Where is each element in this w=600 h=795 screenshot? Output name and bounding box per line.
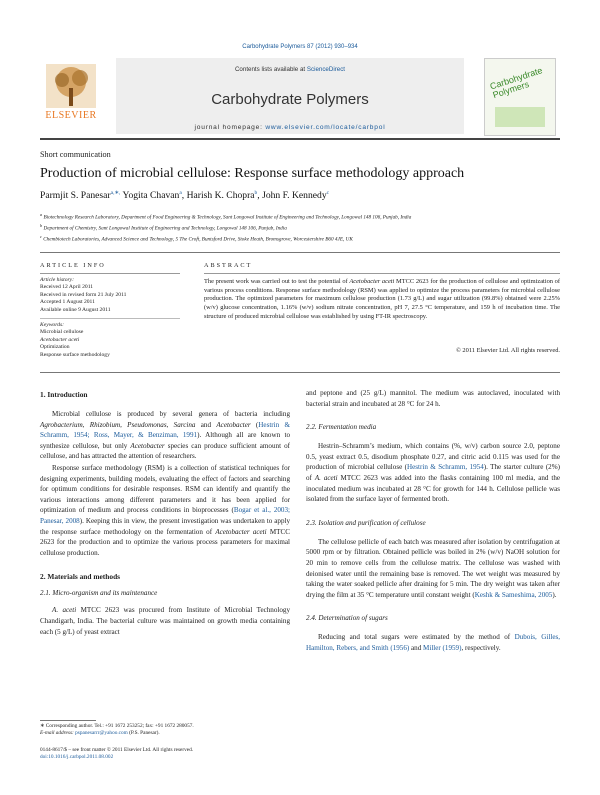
citation-link[interactable]: Dubois, Gilles, Hamilton, Rebers, and Smith (1956) — [306, 633, 560, 652]
methods-continued: and peptone and (25 g/L) mannitol. The medium was autoclaved, inoculated with bacterial strain and incubated at 28 °C for 24 h. — [306, 389, 560, 408]
left-column — [40, 390, 290, 637]
right-column — [306, 388, 560, 654]
citation-link[interactable]: Hestrin & Schramm, 1954; Ross, Mayer, & Benziman, 1991 — [40, 420, 291, 440]
email-label: E-mail address: — [40, 730, 76, 737]
organism-name: A. aceti — [314, 473, 338, 482]
keyword-item: Optimization — [40, 344, 70, 351]
homepage-line — [116, 124, 464, 131]
subsection-2-4-heading: 2.4. Determination of sugars — [306, 614, 388, 623]
text-span: ). Although all are known to synthesize cellulose, but only — [40, 431, 290, 450]
affiliation-mark: c — [40, 234, 42, 240]
footnote-rule — [40, 720, 96, 721]
affiliation-mark: a — [40, 212, 43, 217]
cover-image — [495, 107, 545, 127]
genus-name: Acetobacter — [216, 420, 251, 429]
doi-line[interactable]: doi:10.1016/j.carbpol.2011.08.002 — [40, 754, 114, 761]
genera-names: Agrobacterium, Rhizobium, Pseudomonas, Sarcina — [40, 420, 196, 429]
journal-title: Carbohydrate Polymers — [211, 91, 369, 108]
intro-paragraph-1 — [40, 409, 290, 462]
text-span: Reducing and total sugars were estimated by the method of — [318, 633, 515, 642]
abstract-bottom-rule — [40, 372, 560, 373]
elsevier-tree-icon — [40, 60, 102, 110]
author-2[interactable]: Yogita Chavan — [122, 190, 180, 202]
homepage-url[interactable]: www.elsevier.com/locate/carbpol — [265, 124, 386, 131]
history-label: Article history: — [40, 277, 75, 283]
email-note — [40, 730, 295, 737]
contents-prefix: Contents lists available at — [234, 66, 307, 73]
article-title: Production of microbial cellulose: Response surface methodology approach — [40, 166, 465, 181]
methods-paragraph-1 — [40, 605, 290, 637]
affiliation-item — [40, 211, 560, 222]
text-span: ( — [250, 420, 259, 429]
keyword-item: Microbial cellulose — [40, 329, 84, 336]
history-accepted: Accepted 1 August 2011 — [40, 299, 95, 306]
cover-title: Carbohydrate Polymers — [488, 65, 544, 101]
text-span: MTCC 2623 for the production and to optimize the various process parameters for maximal cellulose production. — [40, 527, 290, 557]
subsection-2-1-heading: 2.1. Micro-organism and its maintenance — [40, 589, 158, 598]
contents-line — [116, 66, 464, 73]
author-4[interactable]: John F. Kennedy — [262, 190, 327, 202]
section-2-heading: 2. Materials and methods — [40, 572, 121, 582]
organism-name: Acetobacter aceti — [215, 527, 267, 536]
author-3-marks[interactable]: b — [254, 190, 258, 196]
text-span: The cellulose pellicle of each batch was measured after isolation by centrifugation at 5000 rpm or by filtration. Obtained pellicle was boiled in 2% (w/v) NaOH solution for 20 min to remove cells from the cellulose matrix. The cellulose was washed with deionised water until the remaining base is removed. The wet weight was measured by taking the water soaked pellicle after draining for 5 min. The dry weight was taken after drying the film at 35 °C temperature until constant weight ( — [306, 537, 560, 599]
abstract-rule — [204, 273, 560, 274]
email-link[interactable]: pspanesarrr@yahoo.com — [75, 730, 128, 737]
citation-link[interactable]: Hestrin & Schramm, 1954 — [407, 463, 484, 472]
elsevier-wordmark: ELSEVIER — [45, 110, 97, 121]
abstract-part: The present work was carried out to test the potential of — [204, 278, 350, 285]
keywords — [40, 322, 185, 359]
journal-cover — [484, 58, 556, 136]
text-span: MTCC 2623 was procured from Institute of Microbial Technology Chandigarh, India. The bacterial culture was maintained on growth media containing each (5 g/L) of yeast extract — [40, 606, 290, 636]
text-span: MTCC 2623 was added into the flasks containing 100 ml media, and the inoculated medium was incubated at 28 °C for growth for 144 h. Cellulose pellicle was isolated from the surface layer of fermented broth. — [306, 473, 561, 504]
article-type: Short communication — [40, 150, 111, 159]
text-span: Hestrin–Schramm’s medium, which contains (%, w/v) carbon source 2.0, peptone 0.5, yeast extract 0.5, disodium phosphate 0.27, and citric acid 0.115 was used for the production of microbial cellulose ( — [306, 442, 560, 472]
history-revised: Received in revised form 21 July 2011 — [40, 291, 127, 298]
issn-line: 0144-8617/$ – see front matter © 2011 Elsevier Ltd. All rights reserved. — [40, 747, 194, 753]
history-received: Received 12 April 2011 — [40, 284, 94, 291]
section-1-heading: 1. Introduction — [40, 390, 88, 399]
journal-banner — [116, 58, 464, 134]
author-1[interactable]: Parmjit S. Panesar — [40, 190, 111, 202]
genus-name: Acetobacter — [130, 441, 165, 450]
text-span: ). Keeping this in view, the present investigation was undertaken to apply the response surface methodology on the fermentation of — [40, 516, 291, 536]
history-online: Available online 9 August 2011 — [40, 306, 111, 313]
text-span: , respectively. — [461, 643, 501, 652]
keywords-rule — [40, 318, 180, 319]
affiliation-text: Department of Chemistry, Sant Longowal Institute of Engineering and Technology, Longowal 148 106, Punjab, India — [43, 225, 287, 232]
author-list: Parmjit S. Panesar$^{a,∗,}$ Yogita Chavan$^a$, Harish K. Chopra$^b$, John F. Kennedy$^c$ — [40, 190, 330, 202]
affiliation-text: Chembiotech Laboratories, Advanced Science and Technology, 5 The Croft, Buntsford Drive, Stoke Heath, Bromsgrove, Worcestershire B60 4JE, UK — [43, 237, 353, 244]
title-rule — [40, 252, 560, 253]
text-span: Response surface methodology (RSM) is a collection of statistical techniques for designing experiments, building models, evaluating the effect of factors and searching for optimum conditions for desirable responses. RSM can identify and quantify the various interactions among different parameters and it has been applied for optimization of medium and process conditions in bioprocesses ( — [40, 463, 290, 515]
citation-link[interactable]: Bogar et al., 2003; Panesar, 2008 — [40, 506, 291, 525]
elsevier-logo — [40, 60, 102, 120]
email-tail: (P.S. Panesar). — [127, 730, 160, 737]
sugars-paragraph — [306, 632, 560, 653]
abstract-part: MTCC 2623 for the production of cellulose and optimization of various process conditions. Response surface methodology (RSM) was applied to optimize the process parameters for microbial cellulose production. The optimized parameters for maximum cellulose production (1.73 g/L) and sugar utilization (99.8%) obtained were 2.25% (w/v) glucose concentration, 1.16% (w/v) sodium nitrate concentration, pH 7, 27.5 °C temperature, and 159 h of incubation time. The structure of produced microbial cellulose was established by using FT-IR spectroscopy. — [204, 278, 561, 320]
sciencedirect-link[interactable]: ScienceDirect — [306, 66, 346, 73]
abstract-heading: ABSTRACT — [204, 262, 253, 269]
citation-link[interactable]: Keshk & Sameshima, 2005 — [474, 590, 553, 599]
intro-paragraph-2 — [40, 463, 290, 558]
text-span: and — [409, 643, 424, 652]
journal-header — [40, 58, 560, 134]
subsection-2-2-heading: 2.2. Fermentation media — [306, 423, 377, 432]
article-info-heading: ARTICLE INFO — [40, 262, 106, 269]
isolation-paragraph — [306, 537, 560, 601]
author-2-marks[interactable]: a — [179, 190, 182, 196]
article-info-rule — [40, 273, 180, 274]
text-span: ). — [552, 590, 557, 599]
journal-reference[interactable]: Carbohydrate Polymers 87 (2012) 930–934 — [242, 44, 358, 50]
affiliations — [40, 211, 560, 244]
subsection-2-3-heading: 2.3. Isolation and purification of cellulose — [306, 518, 426, 527]
text-span: species can produce sufficient amount of cellulose, and has attracted the attention of researchers. — [40, 441, 290, 461]
abstract-organism: Acetobacter aceti — [349, 278, 395, 285]
corresponding-author-note: ∗ Corresponding author. Tel.: +91 1672 253252; fax: +91 1672 280057. — [40, 723, 194, 729]
keyword-item: Acetobacter aceti — [40, 336, 80, 343]
text-span: ). The starter culture (2%) of — [306, 463, 561, 482]
homepage-prefix: journal homepage: — [194, 124, 266, 131]
affiliation-item — [40, 222, 560, 233]
author-1-marks[interactable]: a,∗, — [110, 190, 121, 196]
publication-info — [40, 747, 300, 762]
citation-link[interactable]: Miller (1959) — [423, 643, 462, 652]
copyright: © 2011 Elsevier Ltd. All rights reserved. — [455, 347, 560, 354]
affiliation-text: Biotechnology Research Laboratory, Department of Food Engineering & Technology, Sant Longowal Institute of Engineering and Technology, Longowal 148 106, Punjab, India — [43, 214, 412, 221]
affiliation-item — [40, 233, 560, 244]
affiliation-mark: b — [40, 223, 43, 229]
text-span: Microbial cellulose is produced by several genera of bacteria including — [52, 410, 290, 418]
text-span: and — [195, 420, 217, 429]
fermentation-paragraph — [306, 441, 560, 505]
organism-name: A. aceti — [52, 606, 77, 615]
author-4-marks[interactable]: c — [326, 190, 330, 196]
article-history — [40, 277, 185, 314]
footnotes — [40, 723, 295, 738]
keywords-label: Keywords: — [40, 322, 65, 328]
keyword-item: Response surface methodology — [40, 351, 110, 358]
abstract-text — [204, 278, 560, 322]
author-3[interactable]: Harish K. Chopra — [186, 190, 255, 202]
header-rule — [40, 138, 560, 140]
